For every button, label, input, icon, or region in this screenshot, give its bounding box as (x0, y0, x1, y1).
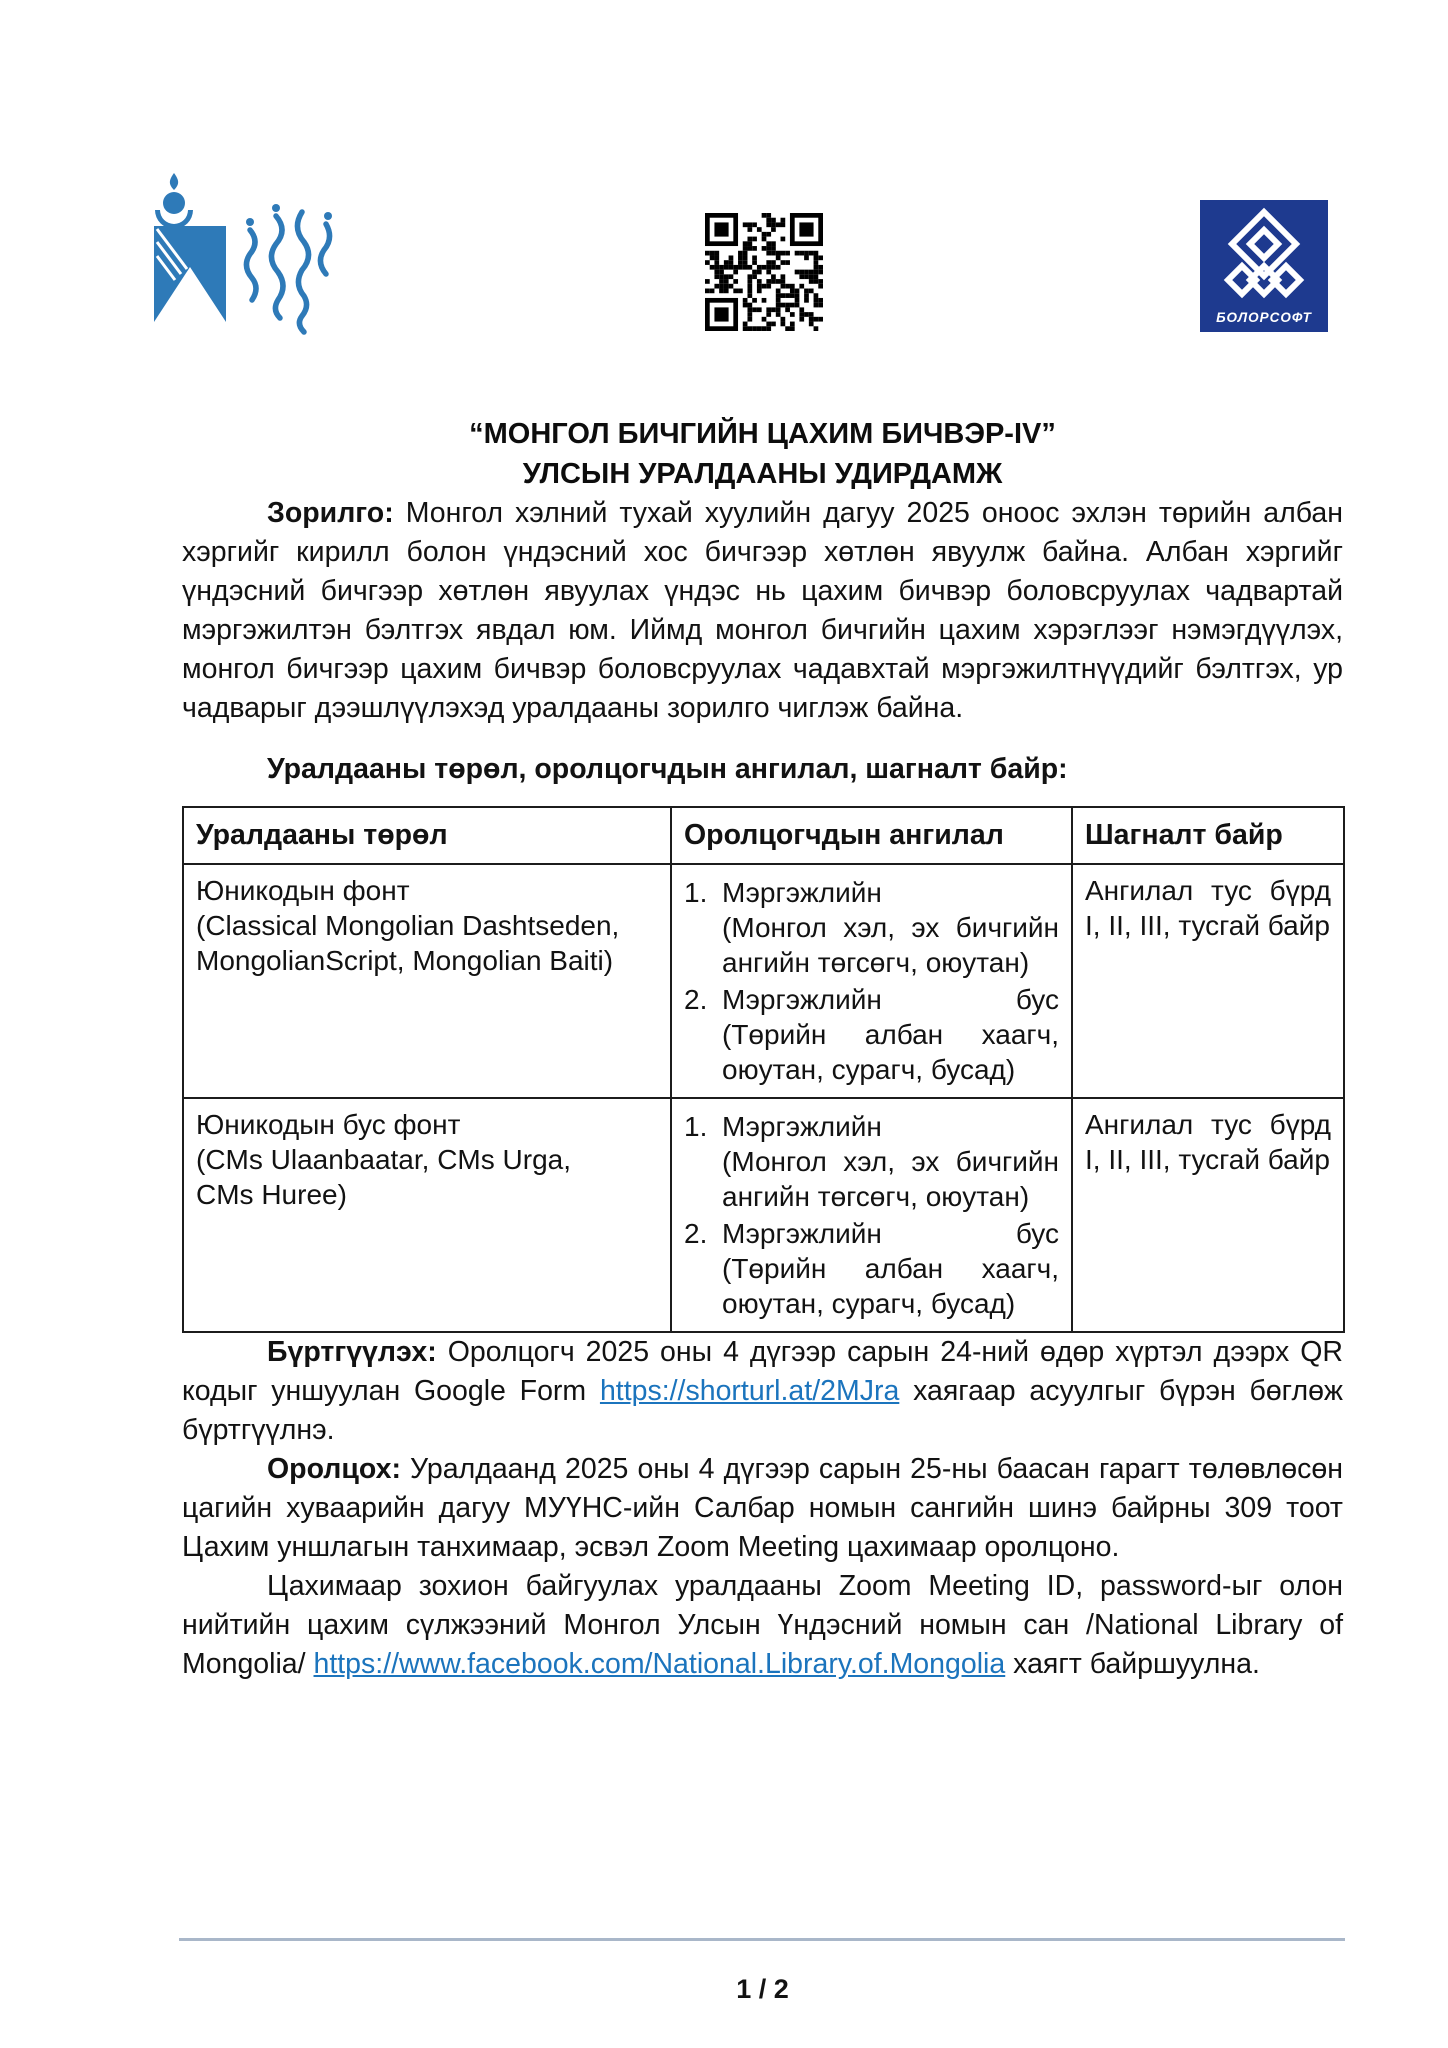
list-number: 2. (684, 984, 708, 1015)
table-row (183, 1098, 1344, 1332)
paragraph-goal (182, 494, 1343, 728)
font-type-detail: MongolianScript, Mongolian Baiti) (196, 945, 614, 976)
category-detail: (Монгол хэл, эх бичгийн ангийн төгсөгч, оюутан) (722, 912, 1059, 978)
title-line-1: “МОНГОЛ БИЧГИЙН ЦАХИМ БИЧВЭР-IV” (469, 418, 1056, 450)
participate-text: Уралдаанд 2025 оны 4 дүгээр сарын 25-ны баасан гарагт төлөвлөсөн цагийн хуваарийн дагуу МУҮНС-ийн Салбар номын сангийн шинэ байрны 309 тоот Цахим уншлагын танхимаар, эсвэл Zoom Meeting цахимаар оролцоно. (182, 1453, 1343, 1563)
table-header-row (183, 807, 1344, 864)
category-name: Мэргэжлийн (722, 877, 882, 908)
document-title (182, 414, 1343, 494)
category-item (684, 1109, 1059, 1214)
list-number: 1. (684, 877, 708, 908)
font-type-cell (196, 873, 658, 978)
bolorsoft-wordmark: БОЛОРСОФТ (1216, 310, 1312, 325)
paragraph-online (182, 1567, 1343, 1684)
goal-label: Зорилго: (267, 497, 394, 529)
category-cell (671, 1098, 1072, 1332)
table-subheading: Уралдааны төрөл, оролцогчдын ангилал, шагналт байр: (267, 753, 1068, 785)
font-type-detail: (Classical Mongolian Dashtseden, (196, 910, 620, 941)
registration-form-link[interactable]: https://shorturl.at/2MJra (599, 1375, 900, 1407)
category-item (684, 982, 1059, 1087)
table-row (183, 864, 1344, 1098)
register-text: Оролцогч 2025 оны 4 дүгээр сарын 24-ний өдөр хүртэл дээрх QR кодыг уншуулан Google Form (182, 1336, 1343, 1407)
category-name: Мэргэжлийн (722, 1111, 882, 1142)
page-number: 1 / 2 (736, 1974, 789, 2004)
paragraph-participate (182, 1450, 1343, 1567)
qr-code (705, 213, 823, 331)
register-text: хаягаар асуулгыг бүрэн бөглөж бүртгүүлнэ. (182, 1375, 1343, 1446)
category-item (684, 875, 1059, 980)
font-type-detail: CMs Huree) (196, 1179, 347, 1210)
category-cell (671, 864, 1072, 1098)
mongolian-script (246, 204, 332, 332)
soyombo-emblem (154, 173, 226, 322)
competition-table (182, 806, 1345, 1333)
national-library-logo (138, 170, 343, 353)
header-participant-category: Оролцогчдын ангилал (671, 807, 1072, 864)
document-body (182, 414, 1343, 1684)
category-item (684, 1216, 1059, 1321)
category-name: Мэргэжлийн бус (722, 984, 1059, 1015)
prize-cell: Ангилал тус бүрд I, II, III, тусгай байр (1072, 864, 1344, 1098)
header-competition-type: Уралдааны төрөл (183, 807, 671, 864)
register-label: Бүртгүүлэх: (267, 1336, 437, 1368)
goal-text: Монгол хэлний тухай хуулийн дагуу 2025 оноос эхлэн төрийн албан хэргийг кирилл болон үндэсний хос бичгээр хөтлөн явуулж байна. Албан хэргийг үндэсний бичгээр хөтлөн явуулах үндэс нь цахим бичвэр боловсруулах чадвартай мэргэжилтэн бэлтгэх явдал юм. Иймд монгол бичгийн цахим хэрэглээг нэмэгдүүлэх, монгол бичгээр цахим бичвэр боловсруулах чадавхтай мэргэжилтнүүдийг бэлтгэх, ур чадварыг дээшлүүлэхэд уралдааны зорилго чиглэж байна. (182, 497, 1343, 724)
font-type-cell (196, 1107, 658, 1212)
online-text: хаягт байршуулна. (1005, 1648, 1260, 1680)
list-number: 1. (684, 1111, 708, 1142)
category-detail: (Төрийн албан хаагч, оюутан, сурагч, бусад) (722, 1253, 1059, 1319)
font-type-name: Юникодын фонт (196, 875, 410, 906)
category-detail: (Монгол хэл, эх бичгийн ангийн төгсөгч, оюутан) (722, 1146, 1059, 1212)
font-type-detail: (CMs Ulaanbaatar, CMs Urga, (196, 1144, 572, 1175)
footer-divider (179, 1938, 1345, 1941)
title-line-2: УЛСЫН УРАЛДААНЫ УДИРДАМЖ (522, 458, 1003, 490)
paragraph-register (182, 1333, 1343, 1450)
online-text: Цахимаар зохион байгуулах уралдааны Zoom Meeting ID, password-ыг олон нийтийн цахим сүлжээний Монгол Улсын Үндэсний номын сан /National Library of Mongolia/ (182, 1570, 1343, 1680)
facebook-page-link[interactable]: https://www.facebook.com/National.Library.of.Mongolia (313, 1648, 1006, 1680)
prize-cell: Ангилал тус бүрд I, II, III, тусгай байр (1072, 1098, 1344, 1332)
header-prize: Шагналт байр (1072, 807, 1344, 864)
font-type-name: Юникодын бус фонт (196, 1109, 461, 1140)
category-detail: (Төрийн албан хаагч, оюутан, сурагч, бусад) (722, 1019, 1059, 1085)
list-number: 2. (684, 1218, 708, 1249)
participate-label: Оролцох: (267, 1453, 401, 1485)
category-name: Мэргэжлийн бус (722, 1218, 1059, 1249)
bolorsoft-logo (1200, 200, 1328, 337)
